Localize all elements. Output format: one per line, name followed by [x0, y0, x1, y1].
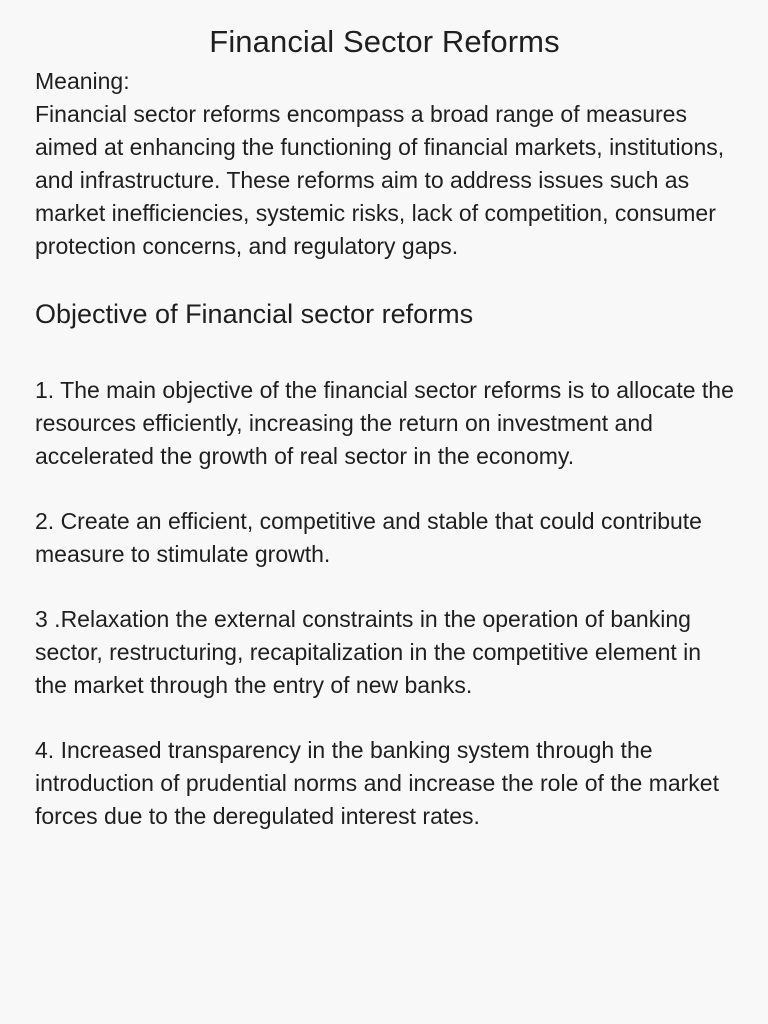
page-title: Financial Sector Reforms: [209, 24, 560, 59]
meaning-label: Meaning:: [35, 68, 130, 94]
objective-item-4: 4. Increased transparency in the banking system through the introduction of prudential norms and increase the role of the market forces due to the deregulated interest rates.: [35, 737, 719, 829]
objectives-heading: Objective of Financial sector reforms: [35, 299, 474, 329]
objectives-list: [35, 374, 734, 833]
objective-item-3: 3 .Relaxation the external constraints in the operation of banking sector, restructuring, recapitalization in the competitive element in the market through the entry of new banks.: [35, 606, 702, 698]
objective-item-2: 2. Create an efficient, competitive and stable that could contribute measure to stimulate growth.: [35, 508, 702, 567]
meaning-paragraph: Financial sector reforms encompass a broad range of measures aimed at enhancing the functioning of financial markets, institutions, and infrastructure. These reforms aim to address issues such as market inefficiencies, systemic risks, lack of competition, consumer protection concerns, and regulatory gaps.: [35, 101, 725, 259]
objective-item-1: 1. The main objective of the financial sector reforms is to allocate the resources efficiently, increasing the return on investment and accelerated the growth of real sector in the economy.: [35, 377, 734, 469]
